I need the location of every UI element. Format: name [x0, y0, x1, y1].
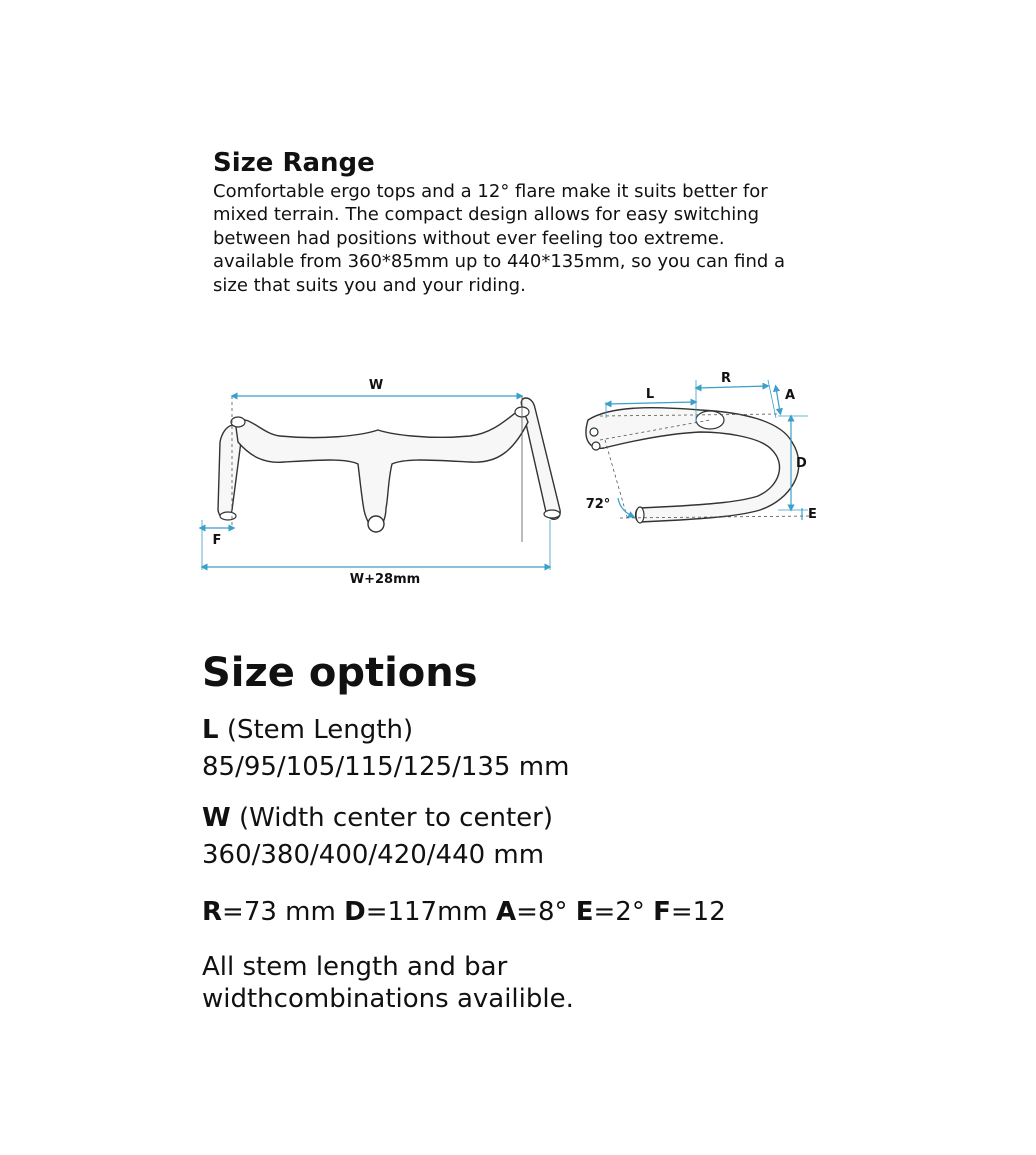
angle-label: 72°	[585, 497, 611, 512]
spec-line	[202, 894, 902, 931]
spec-value: =8°	[516, 897, 576, 927]
guide-line	[768, 380, 776, 418]
angle-arc	[618, 498, 632, 516]
bar-end	[544, 510, 560, 518]
size-range-section	[213, 146, 853, 297]
width-values: 360/380/400/420/440 mm	[202, 840, 545, 870]
size-range-description	[213, 180, 853, 297]
stem-length-values: 85/95/105/115/125/135 mm	[202, 752, 570, 782]
width-heading	[202, 800, 902, 837]
spec-key: F	[653, 897, 671, 927]
side-bar-outline	[586, 408, 799, 522]
stem-length-heading	[202, 712, 902, 749]
spec-key: E	[575, 897, 594, 927]
w-desc: (Width center to center)	[230, 803, 553, 833]
stem-bolt	[590, 428, 598, 436]
stem-clamp-hole	[368, 516, 384, 532]
spec-value: =117mm	[365, 897, 497, 927]
bar-top-end	[231, 417, 245, 427]
description-line: between had positions without ever feeling too extreme.	[213, 227, 725, 249]
note-line: All stem length and bar	[202, 952, 508, 982]
side-view	[586, 371, 817, 523]
front-bar-outline	[521, 398, 560, 519]
spec-key: A	[496, 897, 517, 927]
w-key: W	[202, 803, 231, 833]
size-range-title: Size Range	[213, 148, 375, 178]
spec-key: D	[344, 897, 366, 927]
w28-label: W+28mm	[349, 572, 421, 587]
l-desc: (Stem Length)	[218, 715, 414, 745]
handlebar-geometry-diagram	[180, 360, 840, 600]
note-line: widthcombinations availible.	[202, 984, 574, 1014]
combinations-note	[202, 951, 622, 1015]
spec-key: R	[202, 897, 223, 927]
description-line: size that suits you and your riding.	[213, 274, 526, 296]
w-label: W	[368, 378, 384, 393]
stem-bolt	[592, 442, 600, 450]
description-line: mixed terrain. The compact design allows for easy switching	[213, 204, 760, 226]
l-label: L	[645, 387, 655, 402]
front-view	[202, 378, 560, 587]
front-bar-top	[235, 408, 528, 532]
spec-value: =2°	[593, 897, 654, 927]
spec-value: =12	[670, 897, 726, 927]
l-dimension-line	[608, 402, 694, 404]
r-dimension-line	[698, 386, 766, 388]
drop-end	[636, 507, 644, 523]
e-label: E	[808, 507, 817, 522]
bar-end	[220, 512, 236, 520]
a-dimension-line	[776, 388, 780, 412]
f-label: F	[212, 533, 222, 548]
r-label: R	[720, 371, 732, 386]
a-label: A	[785, 388, 796, 403]
description-line: Comfortable ergo tops and a 12° flare make it suits better for	[213, 181, 768, 202]
l-key: L	[202, 715, 219, 745]
description-line: available from 360*85mm up to 440*135mm, so you can find a	[213, 251, 786, 273]
diagram-svg	[180, 360, 840, 600]
spec-value: =73 mm	[222, 897, 345, 927]
size-options-title: Size options	[202, 650, 478, 696]
d-label: D	[796, 456, 807, 471]
size-options-section	[202, 648, 902, 1015]
